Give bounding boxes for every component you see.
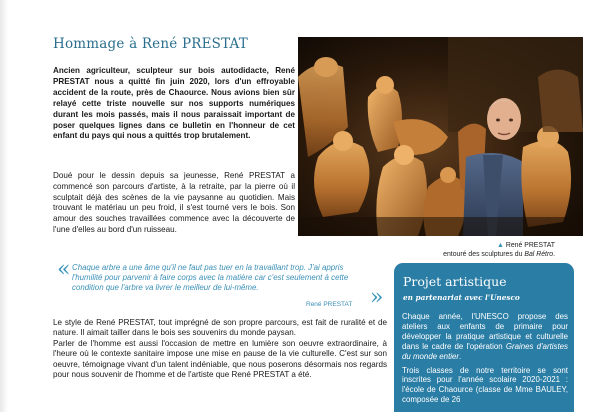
caption-line-name bbox=[412, 241, 555, 250]
article-body-lower bbox=[53, 318, 387, 380]
pull-quote bbox=[53, 259, 387, 311]
photo-caption bbox=[412, 241, 555, 259]
article-photo bbox=[298, 37, 583, 236]
page-binding-shadow bbox=[0, 0, 8, 412]
quote-author: René PRESTAT bbox=[306, 301, 353, 308]
open-quote-icon: « bbox=[57, 257, 71, 282]
triangle-icon: ▲ bbox=[496, 242, 504, 249]
sidebar-body bbox=[402, 312, 568, 409]
caption-italic: Bal Rétro bbox=[524, 251, 554, 258]
wood-sculptures-photo bbox=[298, 37, 583, 236]
sidebar-paragraph bbox=[402, 312, 568, 362]
article-title: Hommage à René PRESTAT bbox=[53, 36, 248, 52]
sidebar-text-end: . bbox=[459, 351, 462, 361]
close-quote-icon: » bbox=[370, 285, 384, 310]
article-body-paragraph: Parler de l'homme est aussi l'occasion de mettre en lumière son oeuvre extraordinaire, à l'heure où le contexte sanitaire impose une mise en pause de la vie culturelle. C'est sur son oeuvre, témoignage vivant d'un talent indéniable, que nous poserons désormais nos regards pour nous souvenir de l'homme et de l'artiste que René PRESTAT a été. bbox=[53, 338, 387, 380]
sidebar-box bbox=[394, 263, 574, 412]
caption-line-detail bbox=[412, 250, 555, 259]
sidebar-text: Chaque année, l'UNESCO propose des ateliers aux enfants de primaire pour développer la pratique artistique et culturelle dans le cadre de l'opération bbox=[402, 312, 568, 351]
article-body-paragraph: Le style de René PRESTAT, tout imprégné de son propre parcours, est fait de ruralité et de nature. Il aimait tailler dans le bois ses souvenirs du monde paysan. bbox=[53, 318, 387, 338]
sidebar-text-italic: Graines d'artistes du monde entier bbox=[402, 341, 568, 361]
caption-prefix: entouré des sculptures du bbox=[443, 251, 525, 258]
caption-suffix: . bbox=[553, 251, 555, 258]
quote-text: Chaque arbre a une âme qu'il ne faut pas tuer en la travaillant trop. J'ai appris l'humilité pour parvenir à faire corps avec la matière car c'est seulement à cette condition que l'arbre va livrer le meilleur de lui-même. bbox=[72, 263, 349, 293]
article-body-paragraph: Doué pour le dessin depuis sa jeunesse, René PRESTAT a commencé son parcours d'artiste, à la retraite, par la pierre où il sculptait déjà des scènes de la vie paysanne au quotidien. Mais trouvant le matériau un peu froid, il s'est tourné vers le bois. Son amour des souches travaillées commence avec la découverte de l'une d'elles au bord d'un ruisseau. bbox=[53, 171, 295, 234]
sidebar-subtitle: en partenariat avec l'Unesco bbox=[403, 293, 520, 302]
article-intro: Ancien agriculteur, sculpteur sur bois autodidacte, René PRESTAT nous a quitté fin juin 2020, lors d'un effroyable accident de la route, près de Chaource. Nous avions bien sûr relayé cette triste nouvelle sur nos supports numériques durant les mois passés, mais il nous paraissait important de poser quelques lignes dans ce bulletin en l'honneur de cet enfant du pays qui nous a quittés trop brutalement. bbox=[53, 66, 295, 141]
caption-name: René PRESTAT bbox=[505, 242, 555, 249]
sidebar-paragraph: Trois classes de notre territoire se sont inscrites pour l'année scolaire 2020-2021 : l'école de Chaource (classe de Mme BAULEY, composée de 26 bbox=[402, 365, 568, 405]
sidebar-title: Projet artistique bbox=[403, 274, 507, 289]
